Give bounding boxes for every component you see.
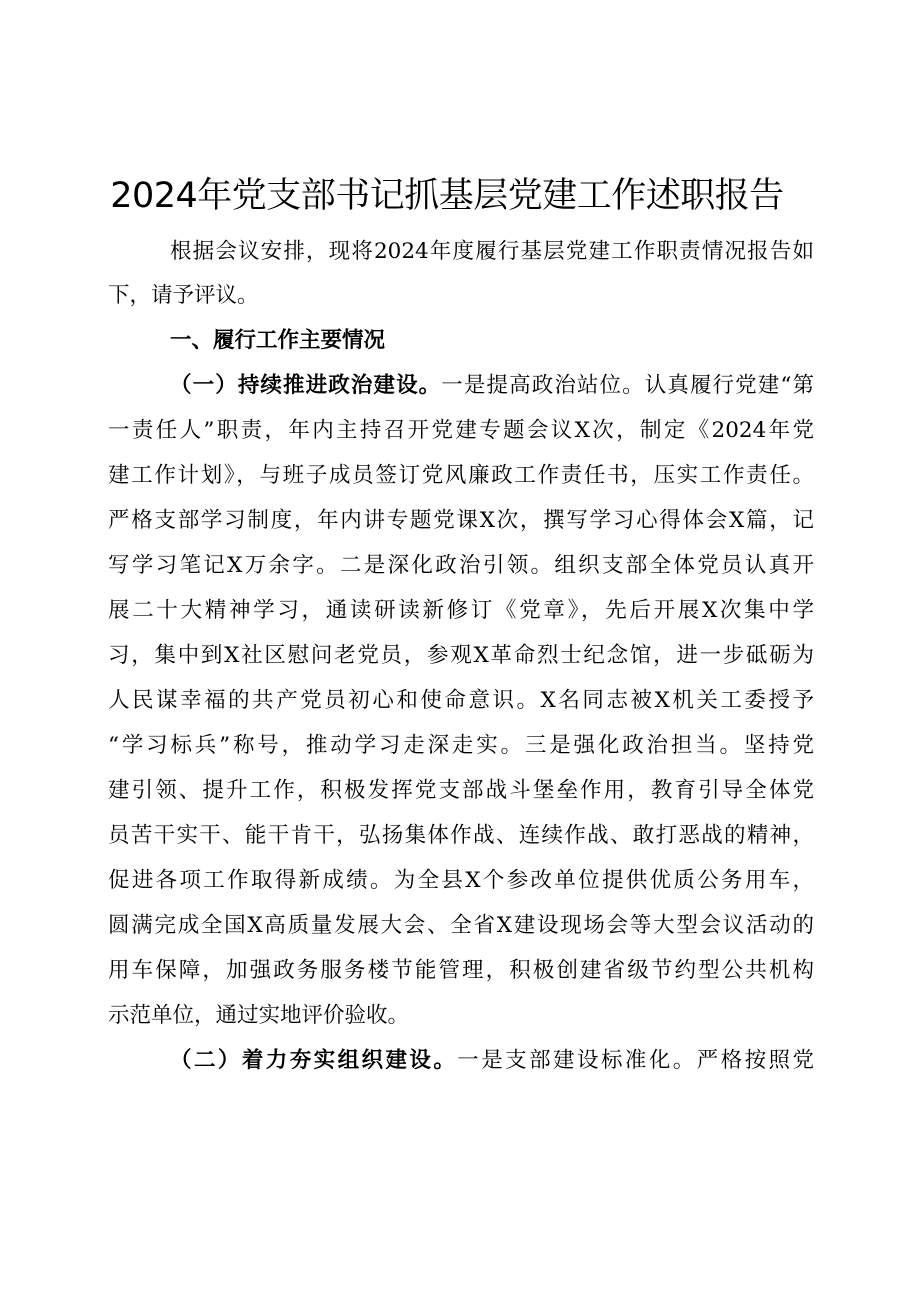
para1-line: 用车保障，加强政务服务楼节能管理，积极创建省级节约型公共机构 xyxy=(108,958,814,983)
para1-line: 建工作计划》，与班子成员签订党风廉政工作责任书，压实工作责任。 xyxy=(108,463,814,488)
section-heading: 一、履行工作主要情况 xyxy=(170,328,386,353)
para1-line: 展二十大精神学习，通读研读新修订《党章》，先后开展X次集中学 xyxy=(108,598,814,623)
para1-lead: （一）持续推进政治建设。 xyxy=(170,373,442,398)
para1-line: 习，集中到X社区慰问老党员，参观X革命烈士纪念馆，进一步砥砺为 xyxy=(108,643,814,668)
para2-lead: （二）着力夯实组织建设。 xyxy=(170,1048,458,1073)
para1-first-line-rest: 一是提高政治站位。认真履行党建“第 xyxy=(441,373,814,398)
para2-first-line xyxy=(170,1041,814,1081)
document-title: 2024年党支部书记抓基层党建工作述职报告 xyxy=(110,176,784,216)
para1-line: 员苦干实干、能干肯干，弘扬集体作战、连续作战、敢打恶战的精神， xyxy=(108,823,814,848)
para1-first-line xyxy=(170,366,814,406)
para1-line: 示范单位，通过实地评价验收。 xyxy=(108,1003,410,1028)
intro-line-1: 根据会议安排，现将2024年度履行基层党建工作职责情况报告如 xyxy=(170,239,814,264)
intro-line-2: 下，请予评议。 xyxy=(108,283,259,308)
para1-line: 写学习笔记X万余字。二是深化政治引领。组织支部全体党员认真开 xyxy=(108,553,814,578)
para2-first-line-rest: 一是支部建设标准化。严格按照党 xyxy=(457,1048,814,1073)
para1-line: 圆满完成全国X高质量发展大会、全省X建设现场会等大型会议活动的 xyxy=(108,913,814,938)
para1-line: 严格支部学习制度，年内讲专题党课X次，撰写学习心得体会X篇，记 xyxy=(108,508,814,533)
para1-line: 一责任人”职责，年内主持召开党建专题会议X次，制定《2024年党 xyxy=(108,418,814,443)
para1-line: 人民谋幸福的共产党员初心和使命意识。X名同志被X机关工委授予 xyxy=(108,688,814,713)
para1-line: “学习标兵”称号，推动学习走深走实。三是强化政治担当。坚持党 xyxy=(108,733,814,758)
para1-line: 促进各项工作取得新成绩。为全县X个参改单位提供优质公务用车， xyxy=(108,868,814,893)
para1-line: 建引领、提升工作，积极发挥党支部战斗堡垒作用，教育引导全体党 xyxy=(108,778,814,803)
